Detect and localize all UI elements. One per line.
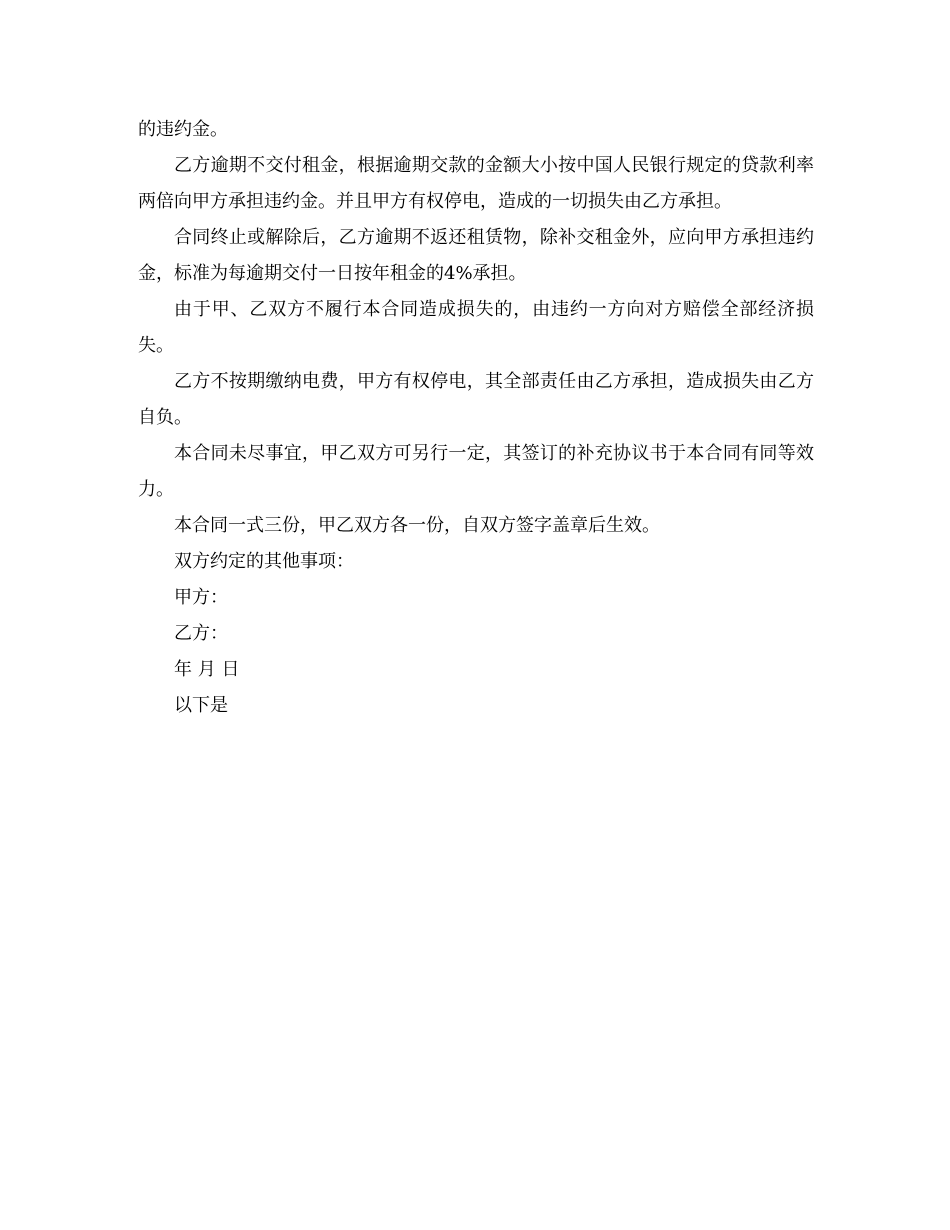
paragraph-breach-compensation: 由于甲、乙双方不履行本合同造成损失的，由违约一方向对方赔偿全部经济损失。: [138, 299, 814, 356]
paragraph-electricity-fee: 乙方不按期缴纳电费，甲方有权停电，其全部责任由乙方承担，造成损失由乙方自负。: [138, 371, 814, 428]
paragraph-copies-effect: 本合同一式三份，甲乙双方各一份，自双方签字盖章后生效。: [174, 515, 660, 536]
signature-party-b: 乙方：: [174, 623, 228, 644]
paragraph-other-matters: 双方约定的其他事项：: [174, 551, 354, 572]
paragraph-late-rent-penalty: 乙方逾期不交付租金，根据逾期交款的金额大小按中国人民银行规定的贷款利率两倍向甲方承担违约金。并且甲方有权停电，造成的一切损失由乙方承担。: [138, 155, 814, 212]
paragraph-penalty-fragment: 的违约金。: [138, 119, 228, 140]
paragraph-late-return-penalty: 合同终止或解除后，乙方逾期不返还租赁物，除补交租金外，应向甲方承担违约金，标准为每逾期交付一日按年租金的4%承担。: [138, 227, 814, 284]
signature-date: 年 月 日: [174, 659, 240, 680]
signature-party-a: 甲方：: [174, 587, 228, 608]
document-body: [138, 112, 814, 724]
paragraph-supplementary-agreement: 本合同未尽事宜，甲乙双方可另行一定，其签订的补充协议书于本合同有同等效力。: [138, 443, 814, 500]
paragraph-following: 以下是: [174, 695, 228, 716]
